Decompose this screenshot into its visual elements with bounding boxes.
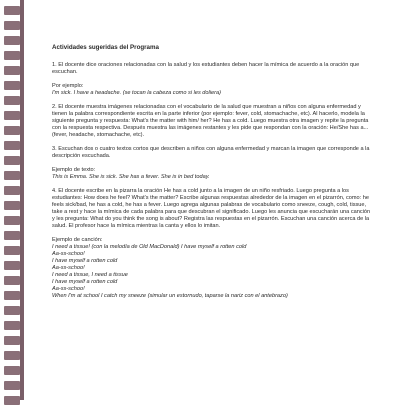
binding-ring (4, 156, 20, 165)
song-line: I have myself a rotten cold (52, 279, 118, 285)
binding-ring (4, 6, 20, 15)
binding-ring (4, 66, 20, 75)
binding-ring (4, 381, 20, 390)
binding-ring (4, 396, 20, 405)
binding-strip (20, 0, 24, 400)
activity-1: 1. El docente dice oraciones relacionadas con la salud y los estudiantes deben hacer la mímica de acuerdo a la oración que escuchan. (52, 62, 360, 75)
binding-ring (4, 246, 20, 255)
binding-ring (4, 201, 20, 210)
document-page (52, 44, 374, 307)
binding-ring (4, 141, 20, 150)
binding-ring (4, 111, 20, 120)
binding-ring (4, 36, 20, 45)
example-1 (52, 83, 374, 97)
binding-ring (4, 291, 20, 300)
binding-ring (4, 81, 20, 90)
song-line: Aa-ss-schoo! (52, 286, 85, 292)
song-line: I need a tissue! (con la melodía de Old MacDonald) I have myself a rotten cold (52, 244, 247, 250)
activity-3: 3. Escuchan dos o cuatro textos cortos que describen a niños con alguna enfermedad y marcan la imagen que corresponde a la descripción escuchada. (52, 146, 370, 159)
activity-2: 2. El docente muestra imágenes relacionadas con el vocabulario de la salud que muestran a niños con alguna enfermedad y tienen la palabra correspondiente escrita en la parte inferior (por ejemplo: fever, cold, stomachache, etc). Al hacerlo, modela la siguiente pregunta y respuesta: What's the matter with him/ her? He has a cold. Luego muestra otra imagen y repite la pregunta con la respuesta respectiva. Después muestra las imágenes restantes y les pide que respondan con la oración: He/She has a... (fever, headache, stomachache, etc). (52, 104, 369, 138)
binding-ring (4, 51, 20, 60)
binding-ring (4, 321, 20, 330)
binding-ring (4, 351, 20, 360)
song-line: Aa-ss-schoo! (52, 251, 85, 257)
song-line: I have myself a rotten cold (52, 258, 118, 264)
binding-ring (4, 171, 20, 180)
binding-ring (4, 261, 20, 270)
song-example (52, 237, 374, 300)
binding-ring (4, 366, 20, 375)
example-2 (52, 167, 374, 181)
example-1-text: I'm sick. I have a headache. (se tocan la cabeza como si les doliera) (52, 90, 221, 96)
binding-ring (4, 276, 20, 285)
song-line: I need a tissue, I need a tissue (52, 272, 128, 278)
page-title: Actividades sugeridas del Programa (52, 44, 159, 51)
example-1-label: Por ejemplo: (52, 83, 84, 89)
binding-ring (4, 96, 20, 105)
binding-ring (4, 186, 20, 195)
binding-ring (4, 21, 20, 30)
example-2-text: This is Emma. She is sick. She has a fever. She is in bed today. (52, 174, 210, 180)
binding-ring (4, 126, 20, 135)
binding-ring (4, 306, 20, 315)
binding-ring (4, 336, 20, 345)
song-label: Ejemplo de canción: (52, 237, 103, 243)
binding-ring (4, 231, 20, 240)
song-line: When I'm at school I catch my sneeze (simular un estornudo, taparse la nariz con el antebrazo) (52, 293, 288, 299)
example-2-label: Ejemplo de texto: (52, 167, 96, 173)
spiral-binding (0, 0, 26, 400)
song-line: Aa-ss-schoo! (52, 265, 85, 271)
activity-4: 4. El docente escribe en la pizarra la oración He has a cold junto a la imagen de un niño resfriado. Luego pregunta a los estudiantes: How does he feel? What's the matter? Escribe algunas respuestas alrededor de la imagen en el pizarrón, como: he feels sick/bad, he has a cold, he has a fever. Luego agrega algunas palabras de vocabulario como sneeze, cough, cold, tissue, take a rest y hace la mímica de cada palabra para que descubran el significado. Luego les anuncia que escucharán una canción y les pregunta: What do you think the song is about? Registra las respuestas en el pizarrón. Escuchan una canción acerca de la salud. El profesor hace la mímica mientras la canta y ellos lo imitan. (52, 188, 371, 229)
binding-ring (4, 216, 20, 225)
